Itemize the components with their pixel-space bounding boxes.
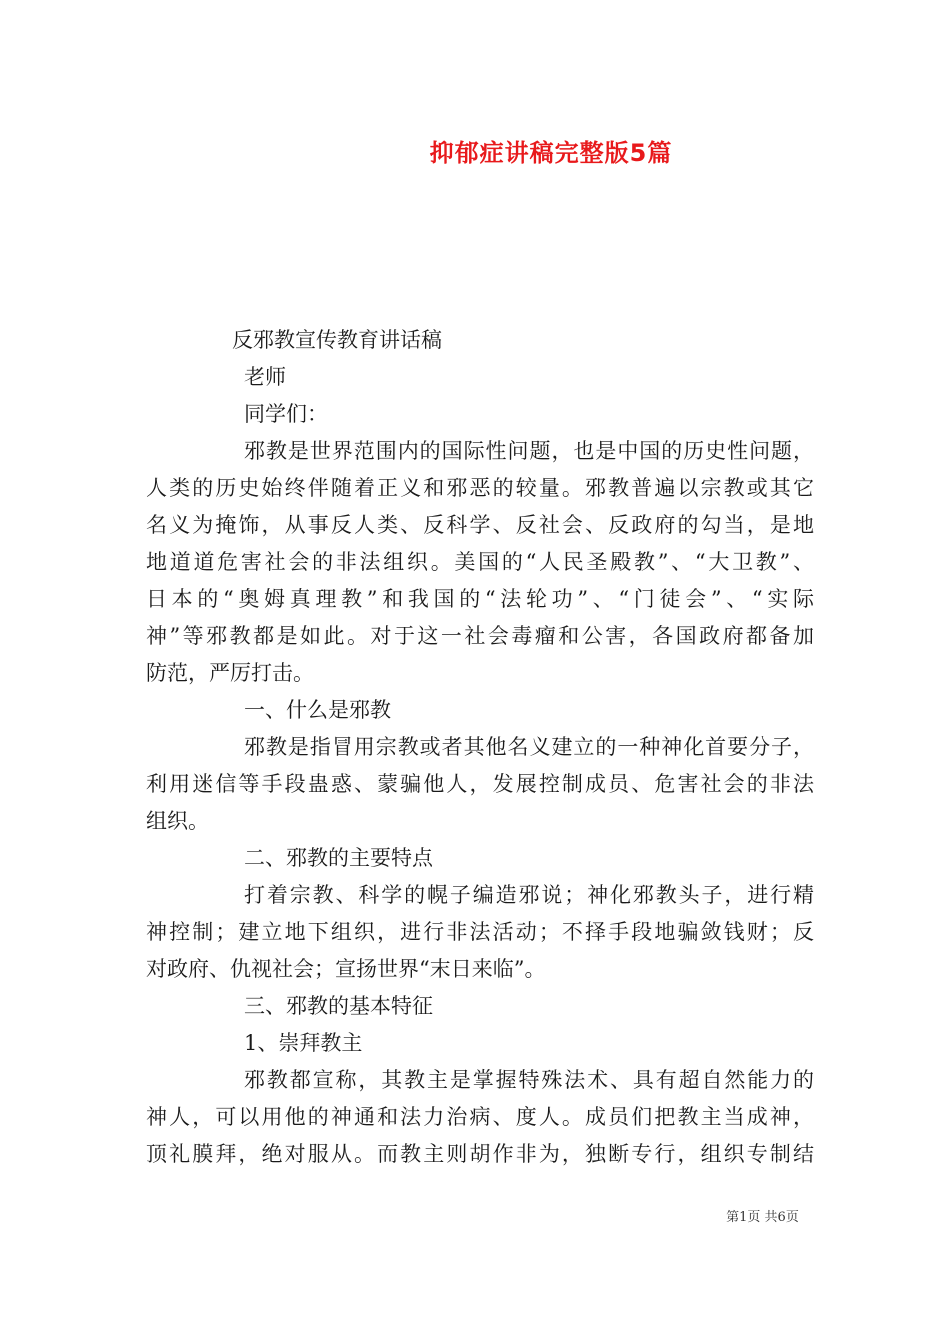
paragraph-line: 防范，严厉打击。 xyxy=(146,661,314,685)
paragraph-line: 邪教是指冒用宗教或者其他名义建立的一种神化首要分子， xyxy=(244,735,814,759)
paragraph-line: 邪教都宣称，其教主是掌握特殊法术、具有超自然能力的 xyxy=(244,1068,814,1092)
paragraph-line: 神控制；建立地下组织，进行非法活动；不择手段地骗敛钱财；反 xyxy=(146,920,814,944)
salutation-students: 同学们： xyxy=(244,402,328,426)
subsection-heading: 1、崇拜教主 xyxy=(244,1031,363,1055)
paragraph-line: 日本的“奥姆真理教”和我国的“法轮功”、“门徒会”、“实际 xyxy=(146,587,814,611)
paragraph-line: 人类的历史始终伴随着正义和邪恶的较量。邪教普遍以宗教或其它 xyxy=(146,476,814,500)
speech-heading: 反邪教宣传教育讲话稿 xyxy=(232,328,442,352)
salutation-teachers: 老师 xyxy=(244,365,286,389)
paragraph-line: 神人，可以用他的神通和法力治病、度人。成员们把教主当成神， xyxy=(146,1105,814,1129)
document-body xyxy=(146,322,814,1173)
document-title: 抑郁症讲稿完整版5篇 xyxy=(429,139,673,167)
paragraph-line: 地道道危害社会的非法组织。美国的“人民圣殿教”、“大卫教”、 xyxy=(146,550,814,574)
paragraph-line: 名义为掩饰，从事反人类、反科学、反社会、反政府的勾当，是地 xyxy=(146,513,814,537)
paragraph-line: 顶礼膜拜，绝对服从。而教主则胡作非为，独断专行，组织专制结 xyxy=(146,1142,814,1166)
paragraph-line: 组织。 xyxy=(146,809,209,833)
section-heading: 三、邪教的基本特征 xyxy=(244,994,433,1018)
section-heading: 二、邪教的主要特点 xyxy=(244,846,433,870)
paragraph-line: 利用迷信等手段蛊惑、蒙骗他人，发展控制成员、危害社会的非法 xyxy=(146,772,814,796)
paragraph-line: 邪教是世界范围内的国际性问题，也是中国的历史性问题， xyxy=(244,439,814,463)
paragraph-line: 对政府、仇视社会；宣扬世界“末日来临”。 xyxy=(146,957,546,981)
paragraph-line: 打着宗教、科学的幌子编造邪说；神化邪教头子，进行精 xyxy=(244,883,814,907)
paragraph-line: 神”等邪教都是如此。对于这一社会毒瘤和公害，各国政府都备加 xyxy=(146,624,814,648)
page-footer: 第1页 共6页 xyxy=(726,1210,799,1225)
section-heading: 一、什么是邪教 xyxy=(244,698,391,722)
